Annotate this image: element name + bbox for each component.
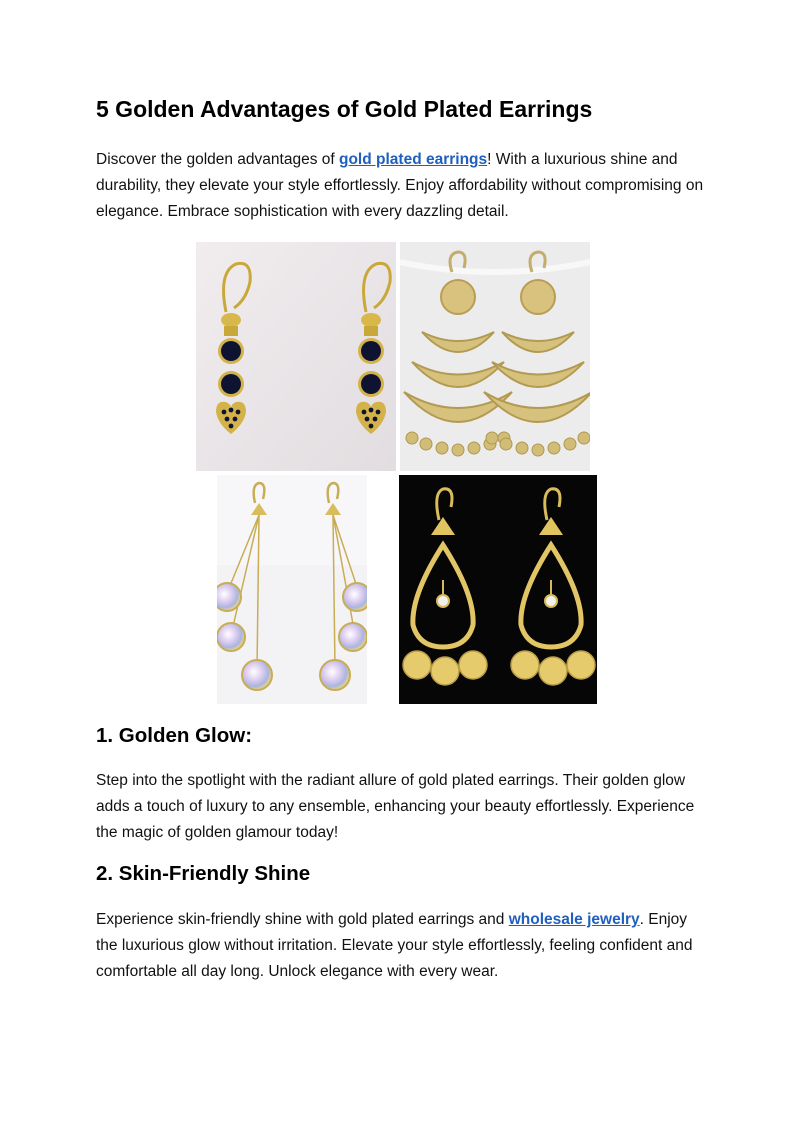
gold-plated-earrings-link[interactable]: gold plated earrings [339, 151, 488, 168]
section-body-golden-glow: Step into the spotlight with the radiant allure of gold plated earrings. Their golden glow adds a touch of luxury to any ensemble, enhancing your beauty effortlessly. Experience the magic of golden glamour today! [96, 772, 695, 841]
section-2-text-end: . Enjoy the luxurious glow without irritation. Elevate your style effortlessly, feeling confident and comfortable all day long. Unlock elegance with every wear. [96, 911, 693, 980]
page-title: 5 Golden Advantages of Gold Plated Earrings [96, 96, 593, 122]
section-heading-skin-friendly-shine: 2. Skin-Friendly Shine [96, 862, 311, 885]
wholesale-jewelry-link[interactable]: wholesale jewelry [508, 911, 640, 928]
section-2-text-start: Experience skin-friendly shine with gold plated earrings and [96, 911, 509, 928]
black-crystal-heart-earrings-photo [196, 242, 396, 471]
section-body-skin-friendly-shine [96, 907, 706, 985]
gold-filigree-chandelier-earrings-photo [400, 242, 590, 471]
intro-text-start: Discover the golden advantages of [96, 151, 339, 168]
section-heading-golden-glow: 1. Golden Glow: [96, 724, 253, 747]
intro-paragraph [96, 147, 706, 225]
intro-text-end: ! With a luxurious shine and durability, they elevate your style effortlessly. Enjoy affordability without compromising on elegance. Embrace sophistication with every dazzling detail. [96, 151, 704, 220]
gold-teardrop-shell-earrings-photo [399, 475, 597, 704]
crystal-drop-earrings-photo [217, 475, 367, 704]
